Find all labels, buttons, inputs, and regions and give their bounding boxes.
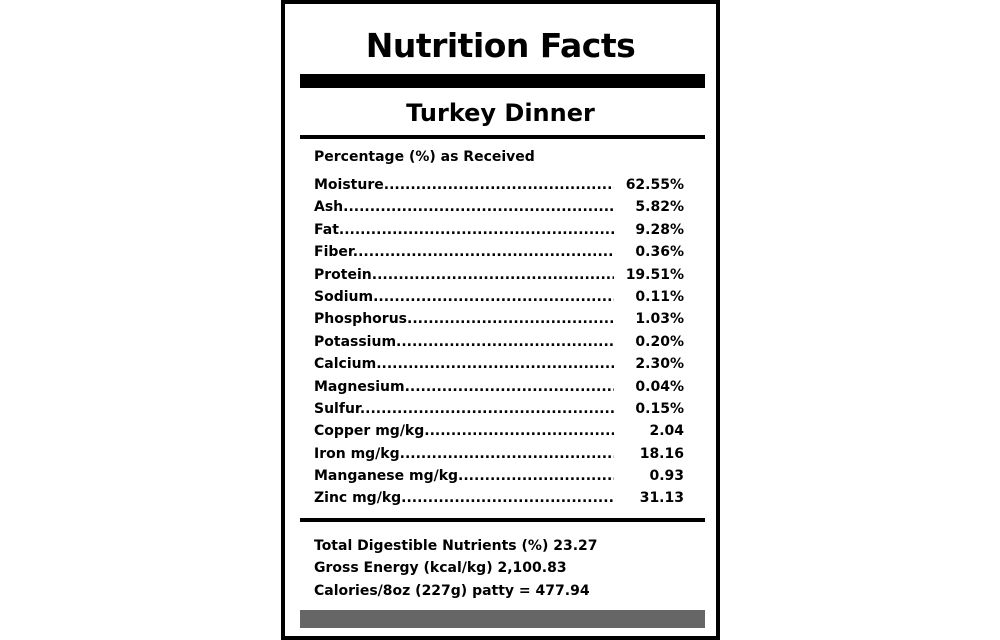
- nutrient-name: Ash .....: [314, 196, 614, 218]
- nutrient-name: Sulfur .....: [314, 398, 614, 420]
- nutrient-name: Iron mg/kg .....: [314, 443, 614, 465]
- divider-bottom: [300, 518, 705, 522]
- nutrient-name: Sodium .....: [314, 286, 614, 308]
- footer-bar: [300, 610, 705, 628]
- nutrient-value: 9.28%: [635, 221, 684, 238]
- nutrient-value: 31.13: [639, 490, 684, 507]
- label-subtitle: Turkey Dinner: [406, 99, 595, 127]
- nutrient-value: 0.04%: [635, 378, 684, 395]
- nutrient-value: 0.20%: [635, 333, 684, 350]
- nutrient-name: Fiber .....: [314, 241, 614, 263]
- nutrient-name: Manganese mg/kg .....: [314, 465, 614, 487]
- nutrient-name: Fat .....: [314, 219, 614, 241]
- nutrient-row-copper: [314, 420, 705, 442]
- nutrient-name: Copper mg/kg .....: [314, 420, 614, 442]
- nutrient-row-zinc: [314, 487, 705, 509]
- nutrient-row-ash: [314, 196, 705, 218]
- nutrient-value: 0.15%: [635, 400, 684, 417]
- nutrient-value: 62.55%: [625, 177, 684, 193]
- nutrient-row-manganese: [314, 465, 705, 487]
- nutrient-name: Phosphorus .....: [314, 308, 614, 330]
- nutrient-list: [314, 174, 705, 510]
- nutrient-name: Zinc mg/kg .....: [314, 487, 614, 509]
- nutrient-name: Potassium .....: [314, 331, 614, 353]
- nutrient-row-potassium: [314, 331, 705, 353]
- nutrient-value: 18.16: [639, 445, 684, 462]
- nutrient-value: 2.30%: [635, 356, 684, 373]
- nutrient-row-magnesium: [314, 376, 705, 398]
- divider-top: [300, 135, 705, 139]
- nutrient-row-moisture: [314, 174, 705, 196]
- nutrient-value: 0.36%: [635, 244, 684, 261]
- nutrient-row-fiber: [314, 241, 705, 263]
- nutrient-row-calcium: [314, 353, 705, 375]
- nutrient-value: 0.93: [649, 468, 684, 485]
- summary-block: [314, 535, 598, 602]
- calories-per-patty: Calories/8oz (227g) patty = 477.94: [314, 582, 590, 599]
- nutrient-name: Magnesium .....: [314, 376, 614, 398]
- nutrient-value: 2.04: [649, 423, 684, 440]
- nutrient-row-fat: [314, 219, 705, 241]
- nutrient-value: 19.51%: [625, 266, 684, 283]
- nutrient-row-sulfur: [314, 398, 705, 420]
- nutrient-row-phosphorus: [314, 308, 705, 330]
- nutrient-row-protein: [314, 264, 705, 286]
- nutrient-row-iron: [314, 443, 705, 465]
- label-title: Nutrition Facts: [365, 26, 636, 65]
- gross-energy: Gross Energy (kcal/kg) 2,100.83: [314, 560, 567, 577]
- nutrient-value: 0.11%: [635, 288, 684, 305]
- nutrient-name: Protein .....: [314, 264, 614, 286]
- nutrient-name: Moisture .....: [314, 174, 614, 196]
- nutrient-value: 1.03%: [635, 311, 684, 328]
- nutrient-value: 5.82%: [635, 199, 684, 216]
- section-heading: Percentage (%) as Received: [314, 149, 535, 165]
- nutrition-label: [281, 0, 720, 640]
- nutrient-name: Calcium .....: [314, 353, 614, 375]
- total-digestible-nutrients: Total Digestible Nutrients (%) 23.27: [314, 538, 598, 554]
- nutrient-row-sodium: [314, 286, 705, 308]
- thick-divider: [300, 74, 705, 88]
